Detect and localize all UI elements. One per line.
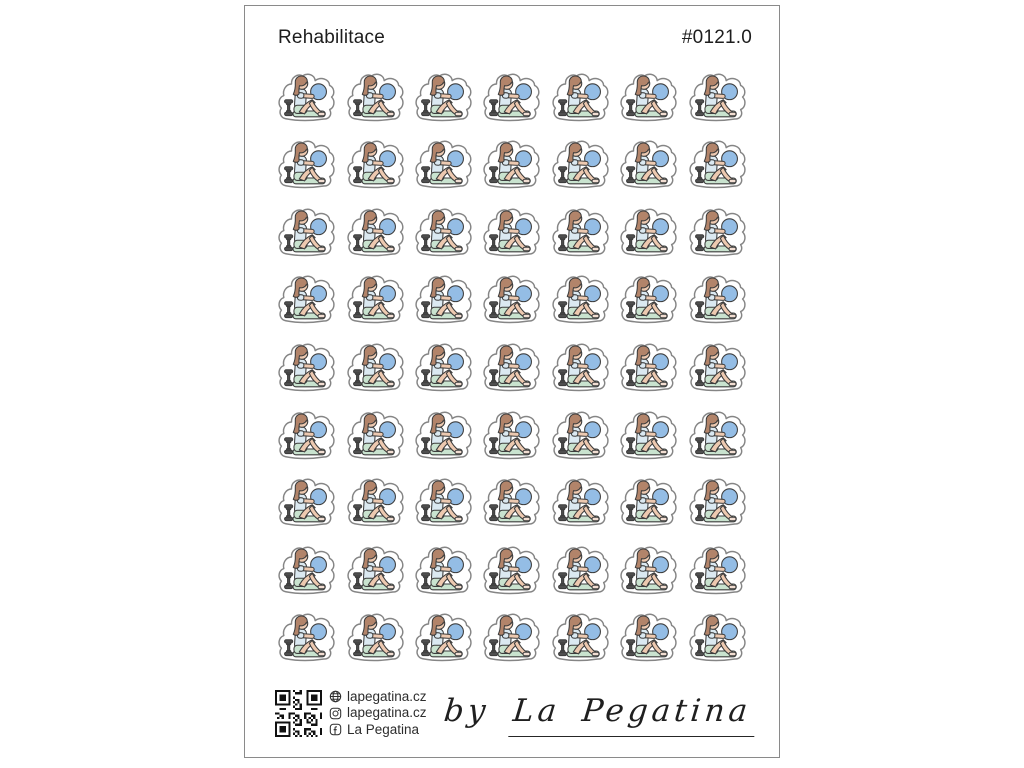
sticker-rehabilitation-exercise-seated-person-with-ball-and-dumbbell (412, 409, 474, 463)
instagram-icon (329, 707, 342, 720)
sticker-rehabilitation-exercise-seated-person-with-ball-and-dumbbell (480, 611, 542, 665)
sticker-rehabilitation-exercise-seated-person-with-ball-and-dumbbell (412, 611, 474, 665)
sticker-rehabilitation-exercise-seated-person-with-ball-and-dumbbell (686, 341, 748, 395)
product-code: #0121.0 (681, 27, 752, 48)
sticker-rehabilitation-exercise-seated-person-with-ball-and-dumbbell (617, 409, 679, 463)
facebook-label: La Pegatina (347, 721, 420, 737)
sticker-rehabilitation-exercise-seated-person-with-ball-and-dumbbell (480, 544, 542, 598)
sticker-rehabilitation-exercise-seated-person-with-ball-and-dumbbell (617, 341, 679, 395)
social-links (329, 689, 427, 738)
sticker-rehabilitation-exercise-seated-person-with-ball-and-dumbbell (275, 71, 337, 125)
sticker-rehabilitation-exercise-seated-person-with-ball-and-dumbbell (412, 71, 474, 125)
sticker-rehabilitation-exercise-seated-person-with-ball-and-dumbbell (412, 138, 474, 192)
sticker-rehabilitation-exercise-seated-person-with-ball-and-dumbbell (686, 544, 748, 598)
sheet-footer (275, 685, 759, 741)
globe-icon (329, 690, 342, 703)
sticker-rehabilitation-exercise-seated-person-with-ball-and-dumbbell (686, 409, 748, 463)
page-title: Rehabilitace (278, 27, 385, 48)
website-line (329, 689, 427, 705)
sticker-rehabilitation-exercise-seated-person-with-ball-and-dumbbell (344, 138, 406, 192)
sticker-rehabilitation-exercise-seated-person-with-ball-and-dumbbell (480, 476, 542, 530)
sticker-rehabilitation-exercise-seated-person-with-ball-and-dumbbell (275, 273, 337, 327)
sticker-rehabilitation-exercise-seated-person-with-ball-and-dumbbell (412, 476, 474, 530)
sticker-rehabilitation-exercise-seated-person-with-ball-and-dumbbell (549, 273, 611, 327)
qr-code (275, 690, 322, 737)
sticker-rehabilitation-exercise-seated-person-with-ball-and-dumbbell (275, 544, 337, 598)
sticker-rehabilitation-exercise-seated-person-with-ball-and-dumbbell (480, 409, 542, 463)
sticker-rehabilitation-exercise-seated-person-with-ball-and-dumbbell (617, 544, 679, 598)
sticker-rehabilitation-exercise-seated-person-with-ball-and-dumbbell (686, 71, 748, 125)
sticker-rehabilitation-exercise-seated-person-with-ball-and-dumbbell (549, 341, 611, 395)
sticker-rehabilitation-exercise-seated-person-with-ball-and-dumbbell (344, 71, 406, 125)
signature-by: by (441, 693, 492, 729)
sticker-rehabilitation-exercise-seated-person-with-ball-and-dumbbell (275, 611, 337, 665)
signature-name: La Pegatina (508, 693, 759, 737)
sticker-rehabilitation-exercise-seated-person-with-ball-and-dumbbell (549, 206, 611, 260)
sticker-rehabilitation-exercise-seated-person-with-ball-and-dumbbell (617, 273, 679, 327)
sticker-rehabilitation-exercise-seated-person-with-ball-and-dumbbell (686, 206, 748, 260)
sticker-rehabilitation-exercise-seated-person-with-ball-and-dumbbell (412, 341, 474, 395)
sticker-sheet (244, 5, 780, 758)
sticker-rehabilitation-exercise-seated-person-with-ball-and-dumbbell (344, 611, 406, 665)
sticker-rehabilitation-exercise-seated-person-with-ball-and-dumbbell (549, 409, 611, 463)
sticker-rehabilitation-exercise-seated-person-with-ball-and-dumbbell (480, 71, 542, 125)
sticker-rehabilitation-exercise-seated-person-with-ball-and-dumbbell (344, 341, 406, 395)
sticker-rehabilitation-exercise-seated-person-with-ball-and-dumbbell (412, 273, 474, 327)
sticker-rehabilitation-exercise-seated-person-with-ball-and-dumbbell (275, 476, 337, 530)
sticker-rehabilitation-exercise-seated-person-with-ball-and-dumbbell (344, 273, 406, 327)
sticker-rehabilitation-exercise-seated-person-with-ball-and-dumbbell (549, 71, 611, 125)
sticker-rehabilitation-exercise-seated-person-with-ball-and-dumbbell (549, 476, 611, 530)
sheet-header (278, 27, 752, 49)
sticker-rehabilitation-exercise-seated-person-with-ball-and-dumbbell (412, 544, 474, 598)
sticker-rehabilitation-exercise-seated-person-with-ball-and-dumbbell (275, 206, 337, 260)
sticker-rehabilitation-exercise-seated-person-with-ball-and-dumbbell (549, 138, 611, 192)
sticker-rehabilitation-exercise-seated-person-with-ball-and-dumbbell (480, 273, 542, 327)
sticker-rehabilitation-exercise-seated-person-with-ball-and-dumbbell (617, 71, 679, 125)
sticker-rehabilitation-exercise-seated-person-with-ball-and-dumbbell (480, 138, 542, 192)
sticker-rehabilitation-exercise-seated-person-with-ball-and-dumbbell (412, 206, 474, 260)
sticker-rehabilitation-exercise-seated-person-with-ball-and-dumbbell (686, 476, 748, 530)
sticker-rehabilitation-exercise-seated-person-with-ball-and-dumbbell (344, 476, 406, 530)
sticker-rehabilitation-exercise-seated-person-with-ball-and-dumbbell (344, 206, 406, 260)
sticker-rehabilitation-exercise-seated-person-with-ball-and-dumbbell (275, 409, 337, 463)
sticker-rehabilitation-exercise-seated-person-with-ball-and-dumbbell (275, 138, 337, 192)
sticker-rehabilitation-exercise-seated-person-with-ball-and-dumbbell (344, 409, 406, 463)
sticker-rehabilitation-exercise-seated-person-with-ball-and-dumbbell (275, 341, 337, 395)
sticker-rehabilitation-exercise-seated-person-with-ball-and-dumbbell (617, 206, 679, 260)
sticker-rehabilitation-exercise-seated-person-with-ball-and-dumbbell (617, 476, 679, 530)
instagram-line (329, 705, 427, 721)
sticker-rehabilitation-exercise-seated-person-with-ball-and-dumbbell (686, 611, 748, 665)
sticker-rehabilitation-exercise-seated-person-with-ball-and-dumbbell (480, 206, 542, 260)
facebook-line (329, 722, 427, 738)
sticker-rehabilitation-exercise-seated-person-with-ball-and-dumbbell (617, 138, 679, 192)
sticker-rehabilitation-exercise-seated-person-with-ball-and-dumbbell (344, 544, 406, 598)
instagram-label: lapegatina.cz (347, 705, 427, 721)
website-label: lapegatina.cz (347, 688, 427, 704)
sticker-rehabilitation-exercise-seated-person-with-ball-and-dumbbell (549, 611, 611, 665)
facebook-icon (329, 723, 342, 736)
sticker-rehabilitation-exercise-seated-person-with-ball-and-dumbbell (686, 273, 748, 327)
sticker-rehabilitation-exercise-seated-person-with-ball-and-dumbbell (617, 611, 679, 665)
sticker-rehabilitation-exercise-seated-person-with-ball-and-dumbbell (549, 544, 611, 598)
sticker-grid (272, 64, 751, 672)
brand-signature (442, 693, 759, 729)
sticker-rehabilitation-exercise-seated-person-with-ball-and-dumbbell (480, 341, 542, 395)
sticker-rehabilitation-exercise-seated-person-with-ball-and-dumbbell (686, 138, 748, 192)
